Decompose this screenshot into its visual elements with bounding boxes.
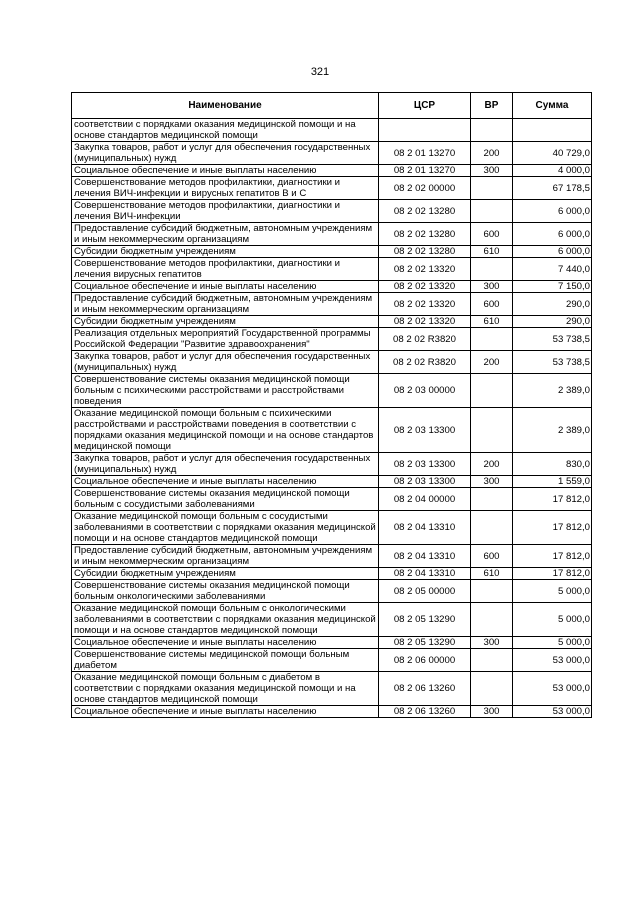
cell-name: Предоставление субсидий бюджетным, автономным учреждениям и иным некоммерческим организациям (72, 293, 379, 316)
cell-csr: 08 2 03 00000 (379, 374, 471, 408)
cell-sum: 290,0 (513, 293, 592, 316)
table-row (72, 177, 592, 200)
cell-vr: 200 (471, 142, 513, 165)
cell-csr: 08 2 03 13300 (379, 408, 471, 453)
table-row (72, 351, 592, 374)
cell-vr: 300 (471, 637, 513, 649)
cell-vr (471, 603, 513, 637)
table-row (72, 649, 592, 672)
cell-vr (471, 374, 513, 408)
cell-csr: 08 2 02 13320 (379, 258, 471, 281)
table-row (72, 568, 592, 580)
cell-vr (471, 408, 513, 453)
cell-vr: 300 (471, 706, 513, 718)
cell-name: Оказание медицинской помощи больным с психическими расстройствами и расстройствами поведения в соответствии с порядками оказания медицинской помощи и на основе стандартов медицинской помощи (72, 408, 379, 453)
table-row (72, 374, 592, 408)
cell-sum: 6 000,0 (513, 200, 592, 223)
cell-sum: 4 000,0 (513, 165, 592, 177)
cell-vr: 200 (471, 351, 513, 374)
cell-vr: 610 (471, 568, 513, 580)
cell-csr: 08 2 01 13270 (379, 165, 471, 177)
cell-sum: 17 812,0 (513, 545, 592, 568)
cell-vr: 300 (471, 165, 513, 177)
table-header (72, 93, 592, 119)
cell-vr (471, 580, 513, 603)
cell-sum: 2 389,0 (513, 408, 592, 453)
cell-vr (471, 649, 513, 672)
cell-name: Оказание медицинской помощи больным с диабетом в соответствии с порядками оказания медицинской помощи и на основе стандартов медицинской помощи (72, 672, 379, 706)
table-row (72, 258, 592, 281)
table-row (72, 545, 592, 568)
table-row (72, 316, 592, 328)
cell-csr: 08 2 04 00000 (379, 488, 471, 511)
cell-csr: 08 2 04 13310 (379, 545, 471, 568)
cell-csr: 08 2 02 13320 (379, 281, 471, 293)
cell-sum: 2 389,0 (513, 374, 592, 408)
header-name: Наименование (72, 93, 379, 119)
table-row (72, 511, 592, 545)
cell-name: Предоставление субсидий бюджетным, автономным учреждениям и иным некоммерческим организациям (72, 545, 379, 568)
cell-sum: 53 738,5 (513, 351, 592, 374)
cell-name: Закупка товаров, работ и услуг для обеспечения государственных (муниципальных) нужд (72, 351, 379, 374)
table-row (72, 281, 592, 293)
table-row (72, 328, 592, 351)
cell-name: Совершенствование системы оказания медицинской помощи больным с сосудистыми заболеваниями (72, 488, 379, 511)
cell-name: соответствии с порядками оказания медицинской помощи и на основе стандартов медицинской помощи (72, 119, 379, 142)
table-row (72, 223, 592, 246)
cell-vr: 200 (471, 453, 513, 476)
cell-vr (471, 672, 513, 706)
cell-vr: 300 (471, 281, 513, 293)
cell-name: Закупка товаров, работ и услуг для обеспечения государственных (муниципальных) нужд (72, 453, 379, 476)
cell-vr: 610 (471, 316, 513, 328)
cell-name: Закупка товаров, работ и услуг для обеспечения государственных (муниципальных) нужд (72, 142, 379, 165)
cell-vr (471, 488, 513, 511)
cell-vr (471, 177, 513, 200)
header-vr: ВР (471, 93, 513, 119)
table-row (72, 119, 592, 142)
cell-name: Совершенствование методов профилактики, диагностики и лечения ВИЧ-инфекции (72, 200, 379, 223)
cell-sum: 5 000,0 (513, 580, 592, 603)
table-row (72, 408, 592, 453)
cell-csr: 08 2 02 00000 (379, 177, 471, 200)
cell-csr: 08 2 05 13290 (379, 603, 471, 637)
table-row (72, 246, 592, 258)
cell-csr: 08 2 05 13290 (379, 637, 471, 649)
cell-csr: 08 2 05 00000 (379, 580, 471, 603)
table-row (72, 200, 592, 223)
cell-sum (513, 119, 592, 142)
cell-csr: 08 2 03 13300 (379, 476, 471, 488)
table-row (72, 488, 592, 511)
cell-vr: 610 (471, 246, 513, 258)
cell-sum: 67 178,5 (513, 177, 592, 200)
cell-sum: 53 000,0 (513, 649, 592, 672)
cell-sum: 6 000,0 (513, 223, 592, 246)
cell-sum: 1 559,0 (513, 476, 592, 488)
cell-vr: 600 (471, 545, 513, 568)
table-row (72, 142, 592, 165)
cell-name: Оказание медицинской помощи больным с онкологическими заболеваниями в соответствии с порядками оказания медицинской помощи и на основе стандартов медицинской помощи (72, 603, 379, 637)
cell-name: Социальное обеспечение и иные выплаты населению (72, 281, 379, 293)
cell-vr (471, 258, 513, 281)
header-csr: ЦСР (379, 93, 471, 119)
cell-name: Совершенствование системы медицинской помощи больным диабетом (72, 649, 379, 672)
cell-csr: 08 2 01 13270 (379, 142, 471, 165)
cell-name: Социальное обеспечение и иные выплаты населению (72, 637, 379, 649)
budget-table (71, 92, 592, 718)
cell-sum: 7 440,0 (513, 258, 592, 281)
cell-csr: 08 2 02 13320 (379, 293, 471, 316)
table-row (72, 165, 592, 177)
cell-sum: 290,0 (513, 316, 592, 328)
table-row (72, 637, 592, 649)
cell-vr (471, 511, 513, 545)
cell-sum: 40 729,0 (513, 142, 592, 165)
cell-name: Социальное обеспечение и иные выплаты населению (72, 165, 379, 177)
cell-name: Предоставление субсидий бюджетным, автономным учреждениям и иным некоммерческим организациям (72, 223, 379, 246)
page-number: 321 (310, 66, 330, 78)
cell-sum: 53 000,0 (513, 706, 592, 718)
cell-sum: 17 812,0 (513, 488, 592, 511)
cell-csr: 08 2 06 00000 (379, 649, 471, 672)
cell-csr: 08 2 06 13260 (379, 672, 471, 706)
cell-csr: 08 2 02 13320 (379, 316, 471, 328)
cell-name: Социальное обеспечение и иные выплаты населению (72, 706, 379, 718)
cell-sum: 53 000,0 (513, 672, 592, 706)
cell-sum: 5 000,0 (513, 637, 592, 649)
table-row (72, 603, 592, 637)
cell-vr (471, 200, 513, 223)
cell-vr: 600 (471, 223, 513, 246)
table-row (72, 706, 592, 718)
cell-name: Совершенствование системы оказания медицинской помощи больным онкологическими заболеваниями (72, 580, 379, 603)
cell-vr: 600 (471, 293, 513, 316)
cell-csr: 08 2 02 R3820 (379, 351, 471, 374)
cell-name: Субсидии бюджетным учреждениям (72, 316, 379, 328)
table-row (72, 293, 592, 316)
cell-csr: 08 2 04 13310 (379, 511, 471, 545)
table-row (72, 672, 592, 706)
cell-name: Совершенствование методов профилактики, диагностики и лечения вирусных гепатитов (72, 258, 379, 281)
cell-vr: 300 (471, 476, 513, 488)
cell-name: Субсидии бюджетным учреждениям (72, 246, 379, 258)
cell-csr (379, 119, 471, 142)
table-row (72, 580, 592, 603)
cell-name: Субсидии бюджетным учреждениям (72, 568, 379, 580)
cell-sum: 53 738,5 (513, 328, 592, 351)
cell-csr: 08 2 06 13260 (379, 706, 471, 718)
table-body (72, 119, 592, 718)
cell-csr: 08 2 02 13280 (379, 246, 471, 258)
cell-vr (471, 328, 513, 351)
cell-name: Совершенствование системы оказания медицинской помощи больным с психическими расстройствами и расстройствами поведения (72, 374, 379, 408)
header-row (72, 93, 592, 119)
cell-csr: 08 2 02 13280 (379, 223, 471, 246)
cell-sum: 830,0 (513, 453, 592, 476)
cell-sum: 6 000,0 (513, 246, 592, 258)
cell-sum: 7 150,0 (513, 281, 592, 293)
cell-sum: 5 000,0 (513, 603, 592, 637)
cell-sum: 17 812,0 (513, 511, 592, 545)
cell-csr: 08 2 04 13310 (379, 568, 471, 580)
cell-vr (471, 119, 513, 142)
cell-csr: 08 2 02 R3820 (379, 328, 471, 351)
cell-name: Оказание медицинской помощи больным с сосудистыми заболеваниями в соответствии с порядками оказания медицинской помощи и на основе стандартов медицинской помощи (72, 511, 379, 545)
cell-name: Социальное обеспечение и иные выплаты населению (72, 476, 379, 488)
table-row (72, 453, 592, 476)
cell-sum: 17 812,0 (513, 568, 592, 580)
cell-name: Реализация отдельных мероприятий Государственной программы Российской Федерации "Развитие здравоохранения" (72, 328, 379, 351)
header-sum: Сумма (513, 93, 592, 119)
cell-name: Совершенствование методов профилактики, диагностики и лечения ВИЧ-инфекции и вирусных гепатитов В и С (72, 177, 379, 200)
cell-csr: 08 2 03 13300 (379, 453, 471, 476)
cell-csr: 08 2 02 13280 (379, 200, 471, 223)
table-row (72, 476, 592, 488)
